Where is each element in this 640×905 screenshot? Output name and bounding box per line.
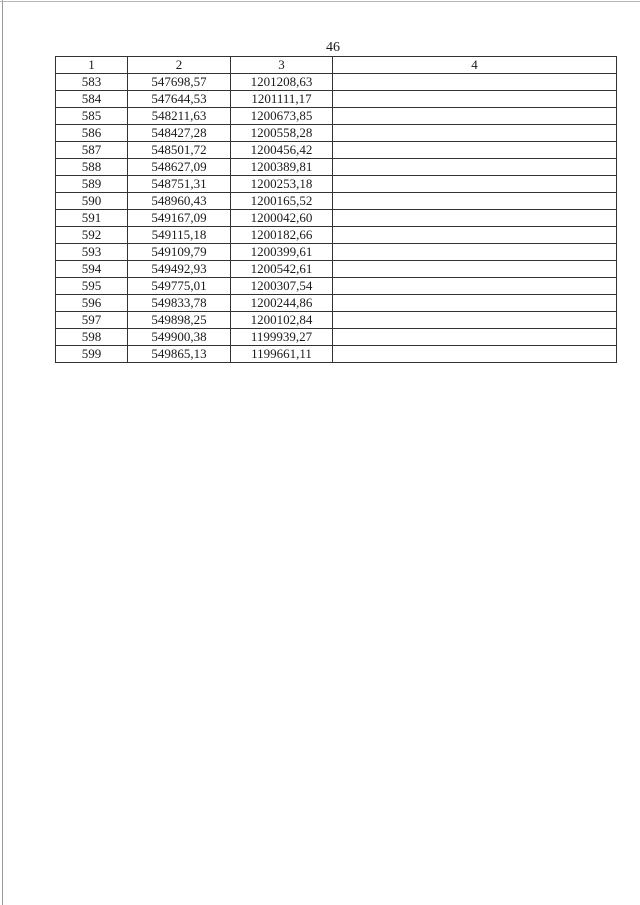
y-coordinate-cell: 1201111,17	[231, 91, 333, 108]
description-cell	[333, 244, 617, 261]
table-row	[56, 244, 617, 261]
point-number-cell: 586	[56, 125, 128, 142]
x-coordinate-cell: 548501,72	[128, 142, 231, 159]
table-row	[56, 74, 617, 91]
column-header: 1	[56, 57, 128, 74]
y-coordinate-cell: 1200673,85	[231, 108, 333, 125]
description-cell	[333, 176, 617, 193]
point-number-cell: 597	[56, 312, 128, 329]
x-coordinate-cell: 549900,38	[128, 329, 231, 346]
description-cell	[333, 210, 617, 227]
table-body	[56, 74, 617, 363]
point-number-cell: 593	[56, 244, 128, 261]
table-row	[56, 278, 617, 295]
x-coordinate-cell: 547644,53	[128, 91, 231, 108]
y-coordinate-cell: 1200389,81	[231, 159, 333, 176]
y-coordinate-cell: 1199661,11	[231, 346, 333, 363]
point-number-cell: 590	[56, 193, 128, 210]
point-number-cell: 592	[56, 227, 128, 244]
x-coordinate-cell: 548211,63	[128, 108, 231, 125]
point-number-cell: 595	[56, 278, 128, 295]
page-number: 46	[326, 40, 340, 55]
point-number-cell: 594	[56, 261, 128, 278]
table-row	[56, 295, 617, 312]
y-coordinate-cell: 1200456,42	[231, 142, 333, 159]
description-cell	[333, 159, 617, 176]
table-row	[56, 142, 617, 159]
point-number-cell: 583	[56, 74, 128, 91]
table-row	[56, 227, 617, 244]
y-coordinate-cell: 1200182,66	[231, 227, 333, 244]
x-coordinate-cell: 549492,93	[128, 261, 231, 278]
column-header: 3	[231, 57, 333, 74]
y-coordinate-cell: 1200244,86	[231, 295, 333, 312]
point-number-cell: 591	[56, 210, 128, 227]
page-edge-left	[2, 0, 3, 905]
x-coordinate-cell: 548427,28	[128, 125, 231, 142]
description-cell	[333, 91, 617, 108]
x-coordinate-cell: 549898,25	[128, 312, 231, 329]
point-number-cell: 585	[56, 108, 128, 125]
table-row	[56, 91, 617, 108]
coordinates-table	[55, 56, 617, 363]
description-cell	[333, 329, 617, 346]
description-cell	[333, 346, 617, 363]
table-row	[56, 125, 617, 142]
x-coordinate-cell: 549167,09	[128, 210, 231, 227]
x-coordinate-cell: 549115,18	[128, 227, 231, 244]
description-cell	[333, 74, 617, 91]
table-row	[56, 176, 617, 193]
table-header-row	[56, 57, 617, 74]
x-coordinate-cell: 549775,01	[128, 278, 231, 295]
x-coordinate-cell: 547698,57	[128, 74, 231, 91]
y-coordinate-cell: 1200165,52	[231, 193, 333, 210]
point-number-cell: 599	[56, 346, 128, 363]
y-coordinate-cell: 1200102,84	[231, 312, 333, 329]
y-coordinate-cell: 1200042,60	[231, 210, 333, 227]
table-row	[56, 193, 617, 210]
point-number-cell: 589	[56, 176, 128, 193]
y-coordinate-cell: 1200558,28	[231, 125, 333, 142]
y-coordinate-cell: 1200542,61	[231, 261, 333, 278]
point-number-cell: 584	[56, 91, 128, 108]
description-cell	[333, 227, 617, 244]
table-row	[56, 312, 617, 329]
table-row	[56, 210, 617, 227]
description-cell	[333, 261, 617, 278]
description-cell	[333, 295, 617, 312]
y-coordinate-cell: 1200307,54	[231, 278, 333, 295]
y-coordinate-cell: 1199939,27	[231, 329, 333, 346]
point-number-cell: 587	[56, 142, 128, 159]
point-number-cell: 596	[56, 295, 128, 312]
column-header: 2	[128, 57, 231, 74]
table-row	[56, 346, 617, 363]
description-cell	[333, 193, 617, 210]
x-coordinate-cell: 549833,78	[128, 295, 231, 312]
table-row	[56, 108, 617, 125]
y-coordinate-cell: 1200399,61	[231, 244, 333, 261]
table-row	[56, 159, 617, 176]
x-coordinate-cell: 549865,13	[128, 346, 231, 363]
x-coordinate-cell: 548751,31	[128, 176, 231, 193]
table-row	[56, 329, 617, 346]
description-cell	[333, 142, 617, 159]
x-coordinate-cell: 549109,79	[128, 244, 231, 261]
x-coordinate-cell: 548960,43	[128, 193, 231, 210]
point-number-cell: 598	[56, 329, 128, 346]
point-number-cell: 588	[56, 159, 128, 176]
page-edge-top	[0, 1, 640, 2]
description-cell	[333, 312, 617, 329]
description-cell	[333, 278, 617, 295]
x-coordinate-cell: 548627,09	[128, 159, 231, 176]
description-cell	[333, 108, 617, 125]
description-cell	[333, 125, 617, 142]
y-coordinate-cell: 1200253,18	[231, 176, 333, 193]
table-row	[56, 261, 617, 278]
y-coordinate-cell: 1201208,63	[231, 74, 333, 91]
column-header: 4	[333, 57, 617, 74]
